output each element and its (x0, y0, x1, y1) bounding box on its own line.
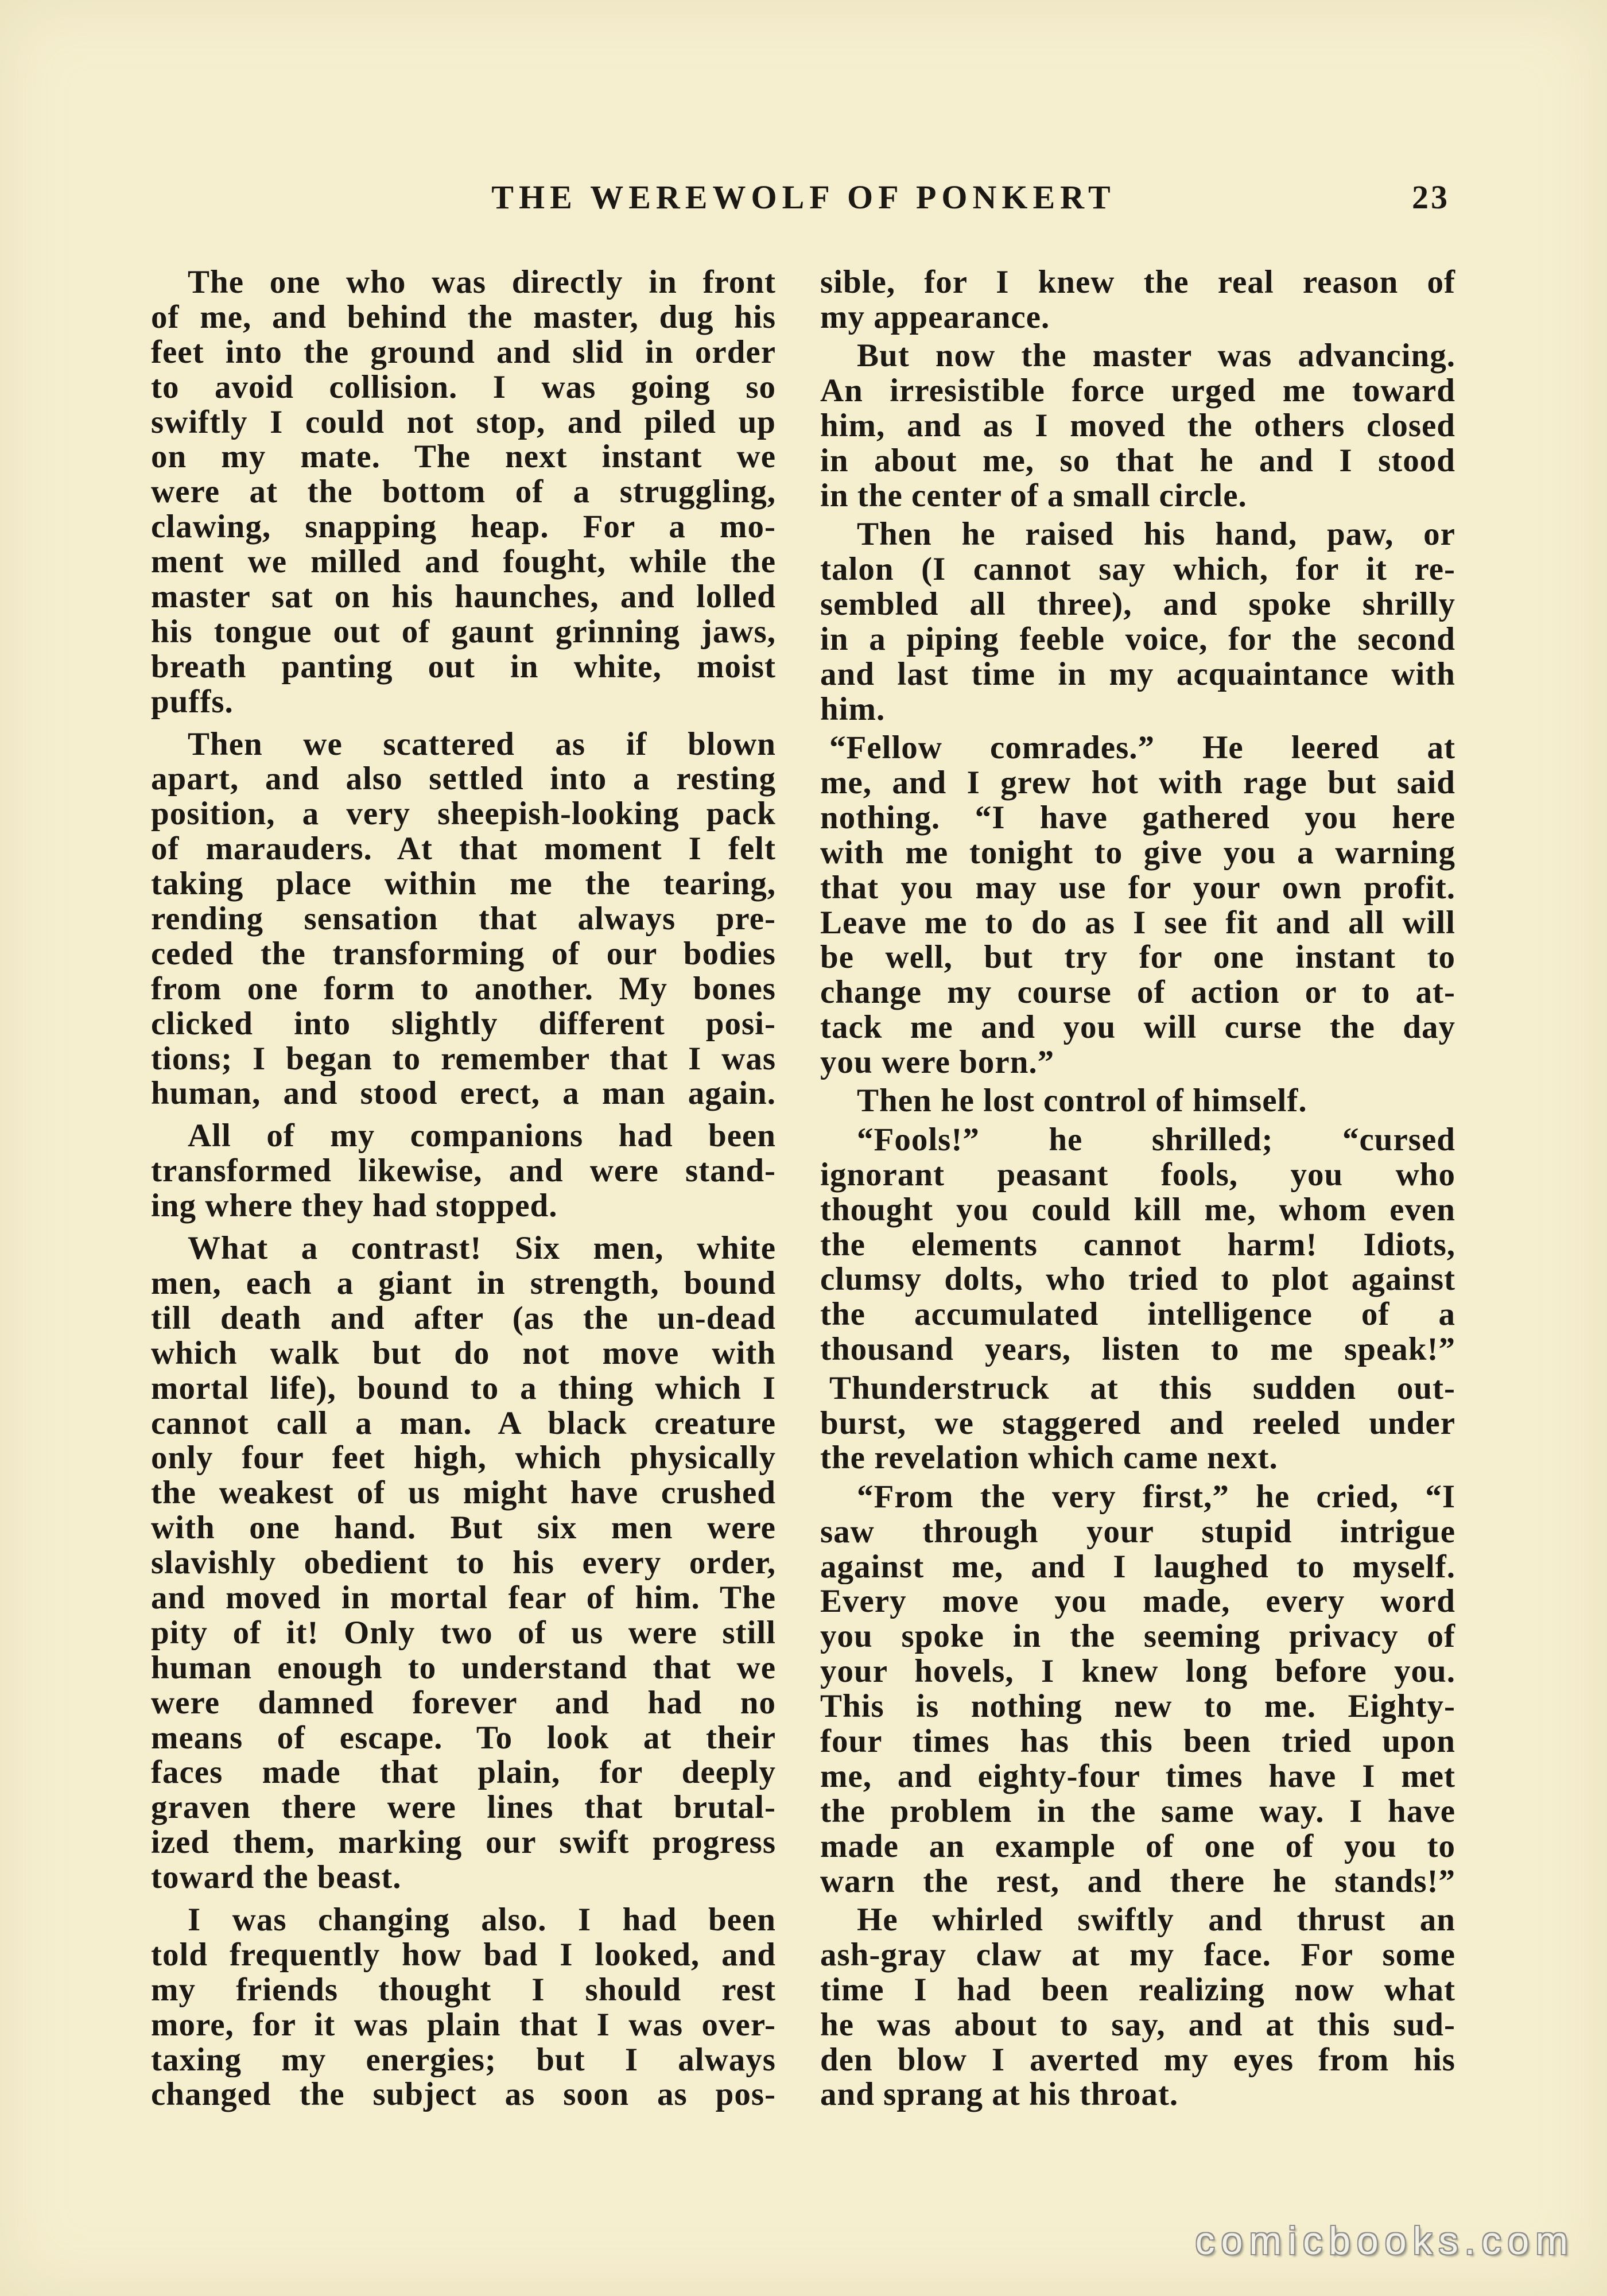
text-line: nothing. “I have gathered you here (820, 800, 1455, 836)
paragraph (151, 265, 776, 720)
text-line: “Fools!” he shrilled; “cursed (857, 1122, 1455, 1158)
text-line: warn the rest, and there he stands!” (820, 1864, 1455, 1899)
text-line: “From the very first,” he cried, “I (857, 1479, 1455, 1515)
text-line: the weakest of us might have crushed (151, 1476, 776, 1511)
text-line: time I had been realizing now what (820, 1972, 1455, 2008)
text-column-right (820, 265, 1455, 2112)
text-line: swiftly I could not stop, and piled up (151, 405, 776, 440)
text-line: your hovels, I knew long before you. (820, 1654, 1455, 1690)
text-line: saw through your stupid intrigue (820, 1514, 1455, 1550)
text-line: graven there were lines that brutal- (151, 1790, 776, 1826)
text-line: clumsy dolts, who tried to plot against (820, 1262, 1455, 1298)
paragraph (151, 727, 776, 1112)
text-line: ash-gray claw at my face. For some (820, 1937, 1455, 1973)
text-line: made an example of one of you to (820, 1829, 1455, 1864)
text-line: I was changing also. I had been (188, 1902, 776, 1938)
text-line: were damned forever and had no (151, 1685, 776, 1721)
paragraph (820, 339, 1455, 513)
text-line: on my mate. The next instant we (151, 440, 776, 475)
text-line: human enough to understand that we (151, 1650, 776, 1686)
text-line: human, and stood erect, a man again. (151, 1076, 776, 1112)
text-line: rending sensation that always pre- (151, 902, 776, 937)
text-line: slavishly obedient to his every order, (151, 1546, 776, 1581)
text-line: talon (I cannot say which, for it re- (820, 552, 1455, 588)
text-line: thought you could kill me, whom even (820, 1192, 1455, 1228)
text-line: the problem in the same way. I have (820, 1794, 1455, 1829)
paragraph (820, 1903, 1455, 2112)
text-line: only four feet high, which physically (151, 1441, 776, 1476)
text-line: He whirled swiftly and thrust an (857, 1902, 1455, 1938)
text-line: me, and I grew hot with rage but said (820, 765, 1455, 801)
text-line: changed the subject as soon as pos- (151, 2077, 776, 2113)
text-line: All of my companions had been (188, 1119, 776, 1154)
paragraph (820, 1123, 1455, 1367)
paragraph (820, 1084, 1455, 1119)
text-line: his tongue out of gaunt grinning jaws, (151, 614, 776, 650)
text-line: cannot call a man. A black creature (151, 1406, 776, 1441)
text-line: the revelation which came next. (820, 1441, 1278, 1476)
text-line: my friends thought I should rest (151, 1972, 776, 2008)
text-line: ignorant peasant fools, you who (820, 1157, 1455, 1193)
text-line: Thunderstruck at this sudden out- (829, 1371, 1455, 1406)
text-line: the accumulated intelligence of a (820, 1297, 1455, 1333)
text-line: of marauders. At that moment I felt (151, 832, 776, 867)
text-line: ment we milled and fought, while the (151, 545, 776, 580)
text-line: to avoid collision. I was going so (151, 370, 776, 405)
text-line: tack me and you will curse the day (820, 1010, 1455, 1046)
text-line: taking place within me the tearing, (151, 867, 776, 902)
text-line: The one who was directly in front (188, 265, 776, 300)
text-line: Then he lost control of himself. (857, 1084, 1307, 1119)
text-line: with me tonight to give you a warning (820, 835, 1455, 871)
text-line: from one form to another. My bones (151, 971, 776, 1007)
text-line: more, for it was plain that I was over- (151, 2007, 776, 2043)
text-line: you spoke in the seeming privacy of (820, 1619, 1455, 1655)
text-line: What a contrast! Six men, white (188, 1231, 776, 1266)
text-line: the elements cannot harm! Idiots, (820, 1227, 1455, 1263)
text-line: clicked into slightly different posi- (151, 1006, 776, 1042)
text-line: ceded the transforming of our bodies (151, 936, 776, 972)
page-number: 23 (1412, 179, 1450, 216)
text-line: faces made that plain, for deeply (151, 1755, 776, 1791)
text-line: be well, but try for one instant to (820, 940, 1455, 976)
text-line: ing where they had stopped. (151, 1189, 558, 1224)
text-line: with one hand. But six men were (151, 1511, 776, 1546)
text-line: transformed likewise, and were stand- (151, 1154, 776, 1189)
watermark-logo: comicbooks.com (1195, 2219, 1574, 2263)
paragraph (820, 731, 1455, 1080)
text-line: told frequently how bad I looked, and (151, 1937, 776, 1973)
text-line: him. (820, 692, 886, 727)
text-line: clawing, snapping heap. For a mo- (151, 510, 776, 545)
paragraph (820, 1371, 1455, 1476)
paragraph (151, 1119, 776, 1224)
text-line: and sprang at his throat. (820, 2077, 1179, 2113)
text-line: taxing my energies; but I always (151, 2042, 776, 2078)
text-line: that you may use for your own profit. (820, 870, 1455, 906)
text-line: Leave me to do as I see fit and all will (820, 905, 1455, 941)
text-line: him, and as I moved the others closed (820, 409, 1455, 444)
text-line: he was about to say, and at this sud- (820, 2007, 1455, 2043)
text-line: burst, we staggered and reeled under (820, 1406, 1455, 1441)
text-line: and last time in my acquaintance with (820, 657, 1455, 692)
paragraph (151, 1231, 776, 1895)
paragraph (151, 1903, 776, 2112)
text-line: thousand years, listen to me speak!” (820, 1332, 1455, 1368)
text-line: puffs. (151, 684, 234, 720)
text-line: “Fellow comrades.” He leered at (829, 731, 1455, 766)
text-line: of me, and behind the master, dug his (151, 300, 776, 335)
text-line: This is nothing new to me. Eighty- (820, 1689, 1455, 1725)
text-line: toward the beast. (151, 1860, 402, 1895)
text-line: men, each a giant in strength, bound (151, 1266, 776, 1301)
text-line: means of escape. To look at their (151, 1720, 776, 1756)
text-line: were at the bottom of a struggling, (151, 475, 776, 510)
text-line: till death and after (as the un-dead (151, 1301, 776, 1336)
paragraph (820, 265, 1455, 335)
text-line: position, a very sheepish-looking pack (151, 797, 776, 832)
text-line: ized them, marking our swift progress (151, 1825, 776, 1861)
paragraph (820, 1480, 1455, 1899)
text-line: me, and eighty-four times have I met (820, 1759, 1455, 1794)
text-line: Then we scattered as if blown (188, 727, 776, 762)
text-line: Every move you made, every word (820, 1584, 1455, 1620)
text-line: But now the master was advancing. (857, 339, 1455, 374)
text-line: you were born.” (820, 1045, 1055, 1080)
text-line: sible, for I knew the real reason of (820, 265, 1455, 300)
text-line: den blow I averted my eyes from his (820, 2042, 1455, 2078)
text-line: against me, and I laughed to myself. (820, 1549, 1455, 1585)
text-line: in a piping feeble voice, for the second (820, 622, 1455, 657)
text-line: sembled all three), and spoke shrilly (820, 587, 1455, 622)
paragraph (820, 517, 1455, 727)
running-head: THE WEREWOLF OF PONKERT (491, 179, 1116, 216)
text-line: breath panting out in white, moist (151, 649, 776, 685)
text-line: An irresistible force urged me toward (820, 374, 1455, 409)
text-column-left (151, 265, 776, 2112)
text-line: feet into the ground and slid in order (151, 335, 776, 370)
text-line: in the center of a small circle. (820, 478, 1247, 514)
text-line: mortal life), bound to a thing which I (151, 1371, 776, 1406)
text-line: Then he raised his hand, paw, or (857, 517, 1455, 553)
text-line: four times has this been tried upon (820, 1724, 1455, 1759)
text-line: which walk but do not move with (151, 1336, 776, 1371)
text-line: tions; I began to remember that I was (151, 1041, 776, 1077)
text-line: master sat on his haunches, and lolled (151, 580, 776, 615)
text-line: my appearance. (820, 300, 1050, 335)
text-line: in about me, so that he and I stood (820, 443, 1455, 479)
text-line: pity of it! Only two of us were still (151, 1615, 776, 1651)
text-line: and moved in mortal fear of him. The (151, 1580, 776, 1616)
text-line: change my course of action or to at- (820, 975, 1455, 1011)
text-line: apart, and also settled into a resting (151, 762, 776, 797)
